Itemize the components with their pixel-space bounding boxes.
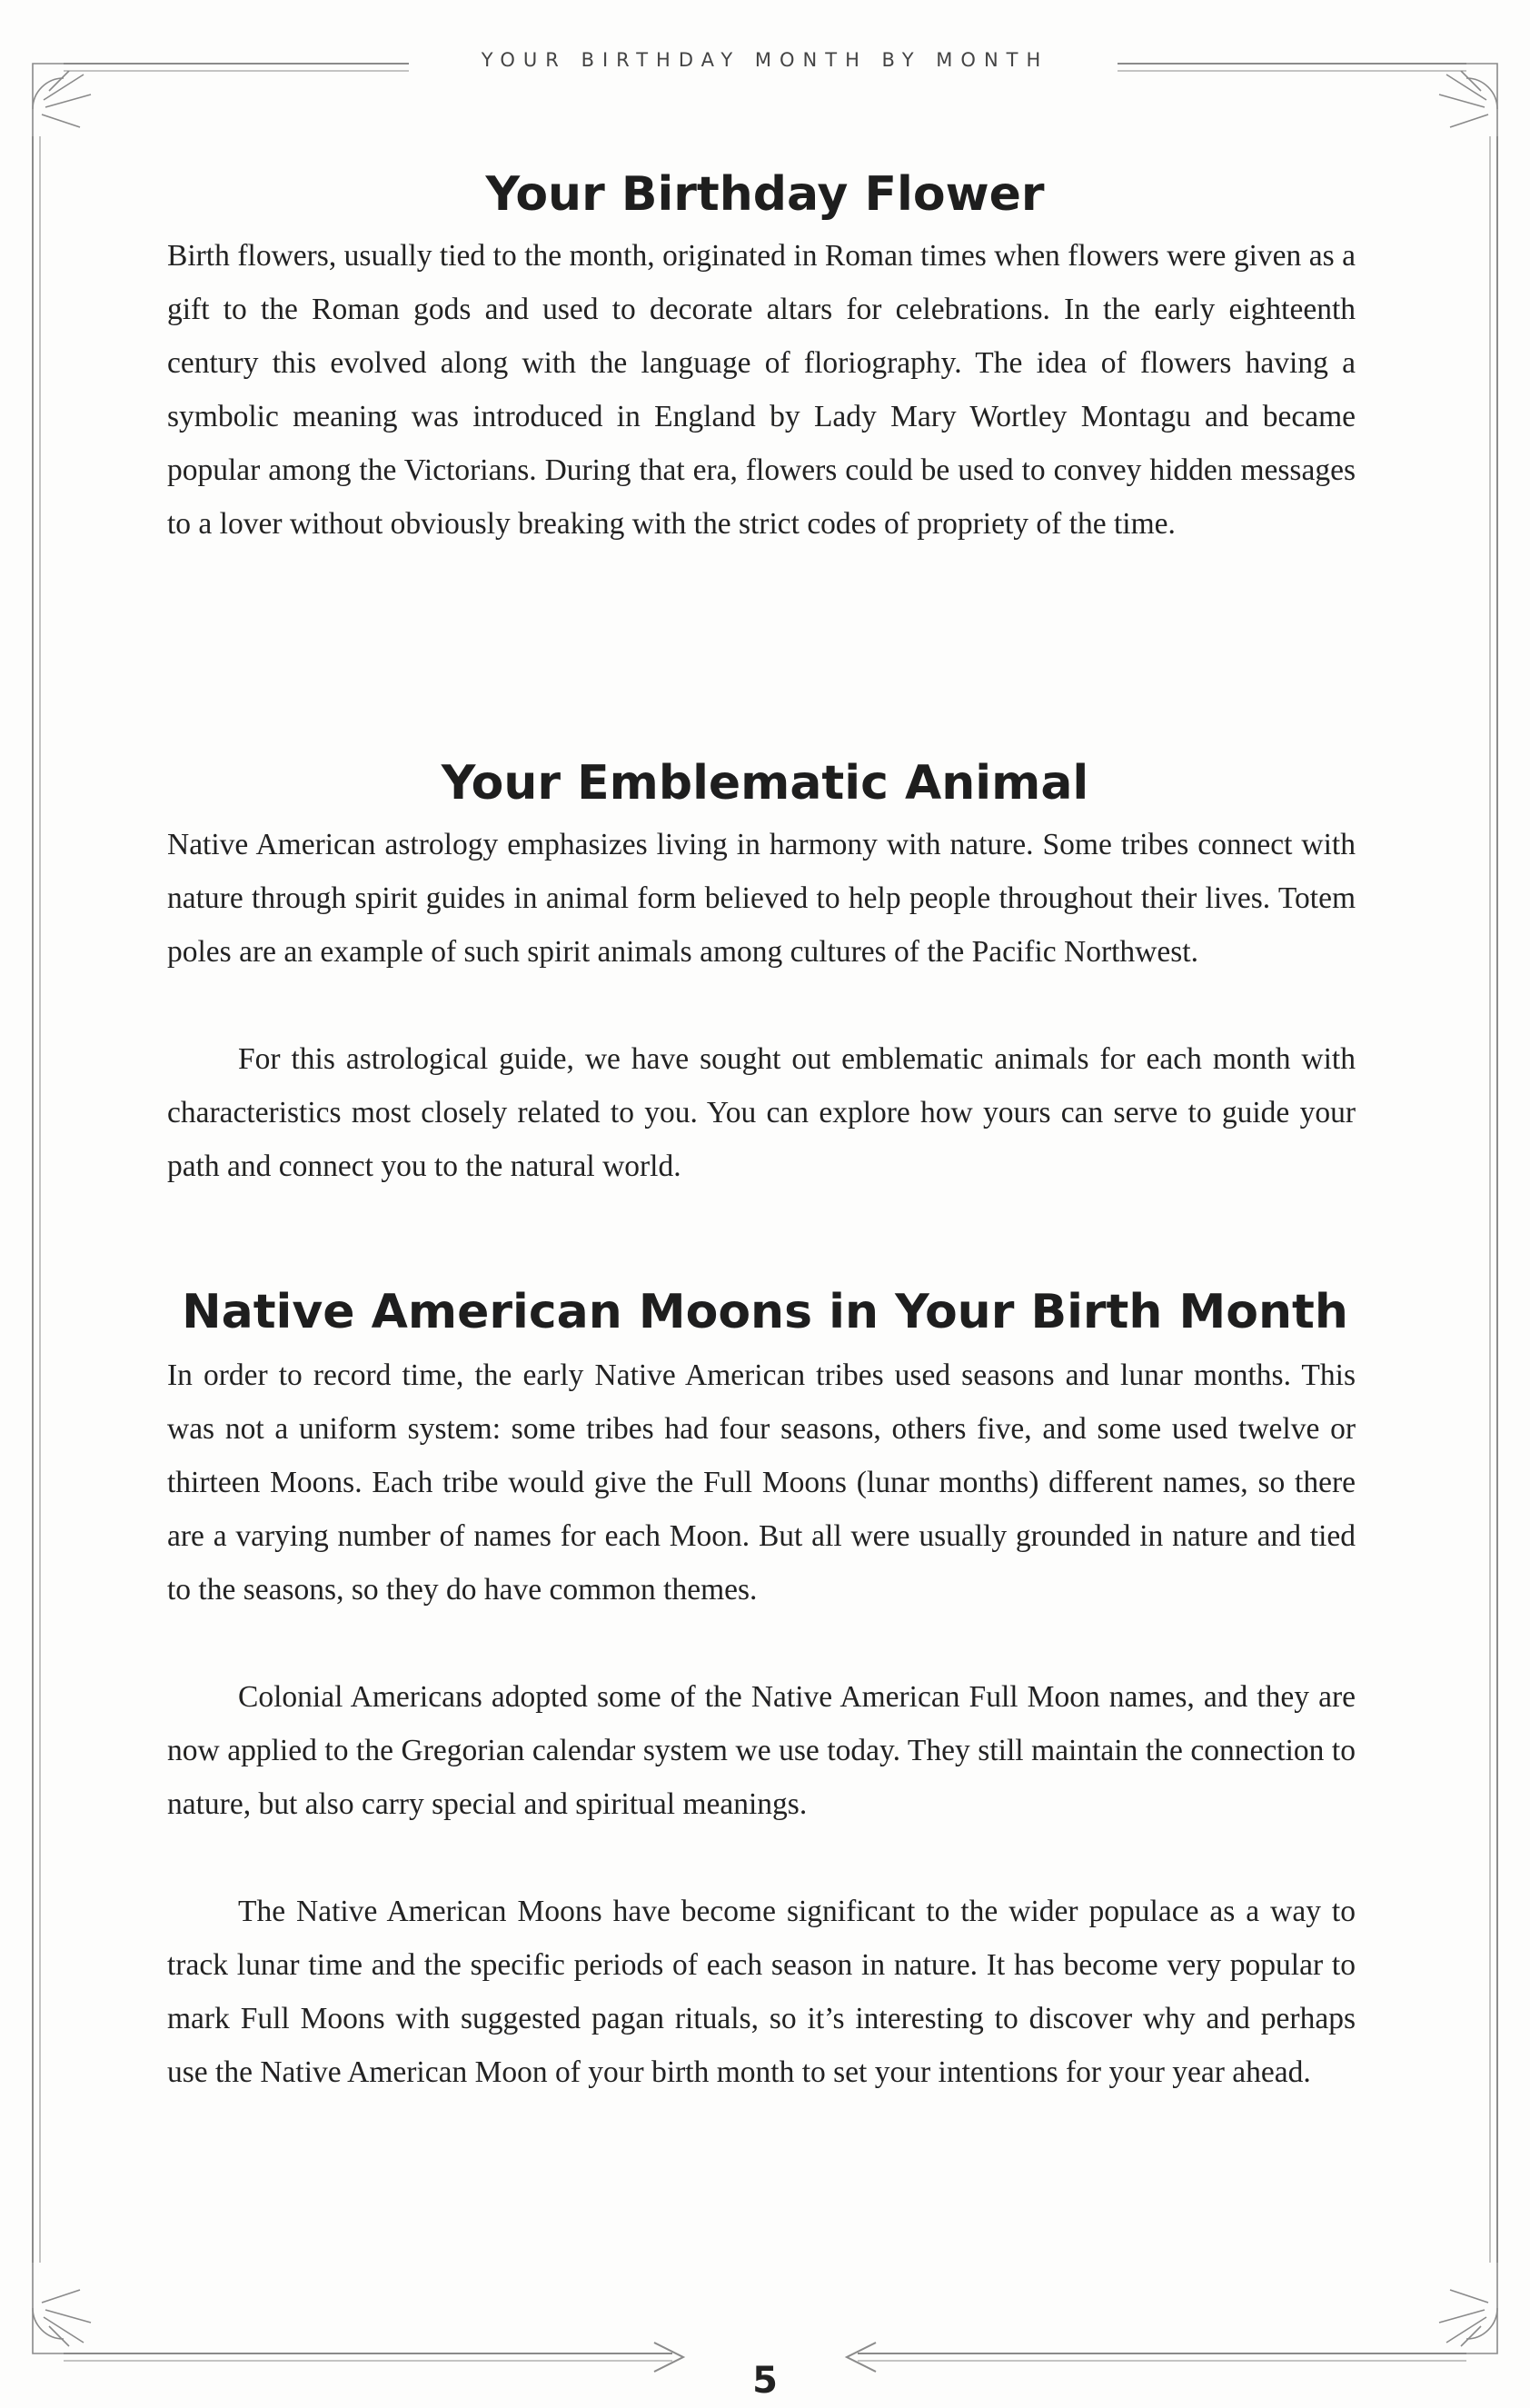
moons-paragraph-2: Colonial Americans adopted some of the Native American Full Moon names, and they are now applied to the Gregorian calendar system we use today. They still maintain the connection to nature, but also carry special and spiritual meanings. [167, 1680, 1356, 1821]
animal-paragraph-1: Native American astrology emphasizes living in harmony with nature. Some tribes connect with nature through spirit guides in animal form believed to help people throughout their lives. Totem poles are an example of such spirit animals among cultures of the Pacific Northwest. [167, 828, 1356, 969]
page-number: 5 [752, 2360, 778, 2402]
section-title-birthday-flower: Your Birthday Flower [485, 167, 1045, 222]
section-title-native-american-moons: Native American Moons in Your Birth Month [182, 1285, 1348, 1339]
moons-paragraph-1: In order to record time, the early Native American tribes used seasons and lunar months. This was not a uniform system: some tribes had four seasons, others five, and some used twelve or thirteen Moons. Each tribe would give the Full Moons (lunar months) different names, so there are a varying number of names for each Moon. But all were usually grounded in nature and tied to the seasons, so they do have common themes. [167, 1358, 1356, 1607]
animal-paragraph-2: For this astrological guide, we have sought out emblematic animals for each month with characteristics most closely related to you. You can explore how yours can serve to guide your path and connect you to the natural world. [167, 1042, 1356, 1183]
moons-paragraph-3: The Native American Moons have become significant to the wider populace as a way to track lunar time and the specific periods of each season in nature. It has become very popular to mark Full Moons with suggested pagan rituals, so it’s interesting to discover why and perhaps use the Native American Moon of your birth month to set your intentions for your year ahead. [167, 1895, 1356, 2089]
section-title-emblematic-animal: Your Emblematic Animal [441, 756, 1089, 811]
flower-paragraph-1: Birth flowers, usually tied to the month, originated in Roman times when flowers were given as a gift to the Roman gods and used to decorate altars for celebrations. In the early eighteenth century this evolved along with the language of floriography. The idea of flowers having a symbolic meaning was introduced in England by Lady Mary Wortley Montagu and became popular among the Victorians. During that era, flowers could be used to convey hidden messages to a lover without obviously breaking with the strict codes of propriety of the time. [167, 239, 1356, 541]
running-head: YOUR BIRTHDAY MONTH BY MONTH [481, 49, 1049, 71]
